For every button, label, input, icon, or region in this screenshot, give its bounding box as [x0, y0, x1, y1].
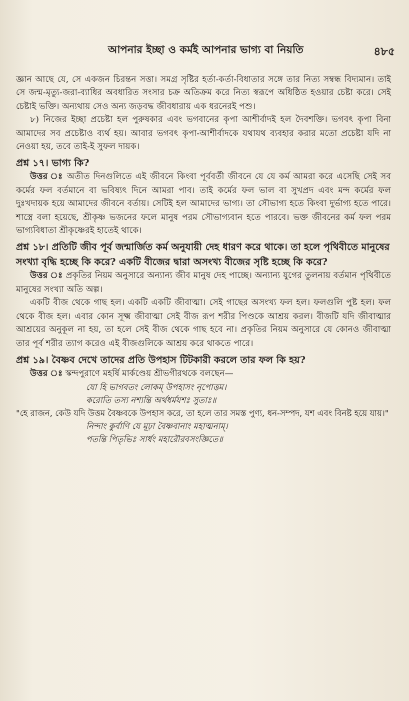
verse-line: পতন্তি পিতৃভিঃ সার্ধং মহারৌরবসংজ্ঞিতে॥	[86, 434, 223, 445]
question-label: প্রশ্ন ১৮।	[16, 242, 49, 254]
paragraph: ৮) নিজের ইচ্ছা প্রচেষ্টা হল পুরুষকার এবং ভগবানের কৃপা আশীর্বাদই হল দৈবশক্তি। ভগবৎ কৃপা বিনা আমাদের সব প্রচেষ্টাও ব্যর্থ হয়। আবার ভগবৎ কৃপা-আশীর্বাদকে যথাযথ ব্যবহার করার মতো প্রচেষ্টা যদি না নেওয়া হয়, তবে তাই-ই সুফল দায়ক।	[16, 115, 391, 153]
question-18	[16, 240, 391, 270]
translation-quote: "হে রাজন, কেউ যদি উত্তম বৈষ্ণবকে উপহাস করে, তা হলে তার সমস্ত পুণ্য, ধন-সম্পদ, যশ এবং বিনষ্ট হয়ে যায়।"	[16, 408, 389, 419]
sanskrit-verse-1	[86, 381, 391, 407]
verse-line: যো হি ভাগবতং লোকম্ উপহাসং নৃপোত্তম।	[86, 382, 227, 393]
answer-label: উত্তর ঃ	[30, 172, 64, 183]
answer-label: উত্তর ঃ	[30, 368, 63, 379]
running-title: আপনার ইচ্ছা ও কর্মই আপনার ভাগ্য বা নিয়তি	[108, 44, 304, 56]
answer-18-continued: একটি বীজ থেকে গাছ হল। একটি একটি জীবাত্মা। সেই গাছের অসংখ্য ফল হল। ফলগুলি পুষ্ট হল। ফল থেকে বীজ হল। এবার কোন সূক্ষ্ম জীবাত্মা সেই বীজ রূপ শরীর পিণ্ডকে আশ্রয় করল। বীজটি যদি জীবাত্মার আশ্রয়ের অনুকূল না হয়, তা হলে সেই বীজ থেকে গাছ হবে না। প্রকৃতির নিয়ম অনুসারে যে কোনও জীবাত্মা তার পূর্ব শরীর ত্যাগ করেও এই বীজগুলিকে আশ্রয় করে থাকতে পারে।	[16, 298, 391, 349]
question-17	[16, 156, 391, 171]
question-19	[16, 353, 391, 368]
answer-text: প্রকৃতির নিয়ম অনুসারে অন্যান্য জীব মানুষ দেহ পাচ্ছে। অন্যান্য যুগের তুলনায় বর্তমান পৃথিবীতে মানুষের সংখ্যা অতি অল্প।	[16, 271, 392, 295]
question-text: ভাগ্য কি?	[51, 158, 90, 170]
question-label: প্রশ্ন ১৭।	[16, 158, 49, 170]
answer-text: স্কন্দপুরাণে মহর্ষি মার্কণ্ডেয় শ্রীভগীরথকে বলছেন—	[65, 368, 234, 379]
answer-label: উত্তর ঃ	[30, 271, 63, 282]
sanskrit-verse-2	[86, 420, 391, 446]
page-body	[16, 74, 391, 446]
answer-text: অতীত দিনগুলিতে এই জীবনে কিংবা পূর্ববর্তী জীবনে যে যে কর্ম আমরা করে এসেছি সেই সব কর্মের ফল বর্তমানে বা ভবিষ্যৎ দিনে আমরা পাব। তাই কর্মের ফল ভাল বা সুখপ্রদ এবং মন্দ কর্মের ফল দুঃখদায়ক হয়ে আমাদের জীবনে বর্তায়। সেটিই হল আমাদের ভাগ্য। তা সৌভাগ্য হতে কিংবা দুর্ভাগ্য হতে পারে। শাস্ত্রে বলা হয়েছে, শ্রীকৃষ্ণ ভজনের ফলে মানুষ পরম সৌভাগ্যবান হতে পারবে। ভক্ত জীবনের কর্ম ফল পরম ভাগ্যবিধাতা শ্রীকৃষ্ণেরই হাতেই থাকে।	[16, 172, 392, 237]
paragraph: জ্ঞান আছে যে, সে একজন চিরন্তন সত্তা। সমগ্র সৃষ্টির হর্তা-কর্তা-বিধাতার সঙ্গে তার নিত্য সম্বন্ধ বিদ্যমান। তাই সে জন্ম-মৃত্যু-জরা-ব্যাধির অবধারিত সংসার চক্র অতিক্রম করে নিত্য স্বরূপে অধিষ্ঠিত হওয়ার চেষ্টা করে। সেই চেষ্টাই ভক্তি। অন্যথায় সেও অন্য জড়বদ্ধ জীবধারায় এক ধরনেরই পশু।	[16, 75, 391, 112]
answer-18	[16, 270, 391, 297]
page-header	[108, 43, 395, 62]
question-label: প্রশ্ন ১৯।	[16, 354, 49, 366]
question-text: বৈষ্ণব দেখে তাদের প্রতি উপহাস টিটকারী করলে তার ফল কি হয়?	[51, 354, 306, 366]
page-number: ৪৮৫	[373, 45, 395, 58]
answer-19	[16, 368, 391, 381]
question-text: প্রতিটি জীব পূর্ব জন্মার্জিত কর্ম অনুযায়ী দেহ ধারণ করে থাকে। তা হলে পৃথিবীতে মানুষের সংখ্যা বৃদ্ধি হচ্ছে কি করে? একটি বীজের দ্বারা অসংখ্য বীজের সৃষ্টি হচ্ছে কি করে?	[16, 242, 390, 269]
verse-line: করোতি তস্য নশ্যন্তি অর্থধর্মযশঃ সুতাঃ॥	[86, 395, 217, 406]
answer-17	[16, 171, 391, 238]
verse-line: নিন্দাং কুর্বাণি যে মূঢ়া বৈষ্ণবানাং মহাত্মনাম্।	[86, 421, 228, 432]
